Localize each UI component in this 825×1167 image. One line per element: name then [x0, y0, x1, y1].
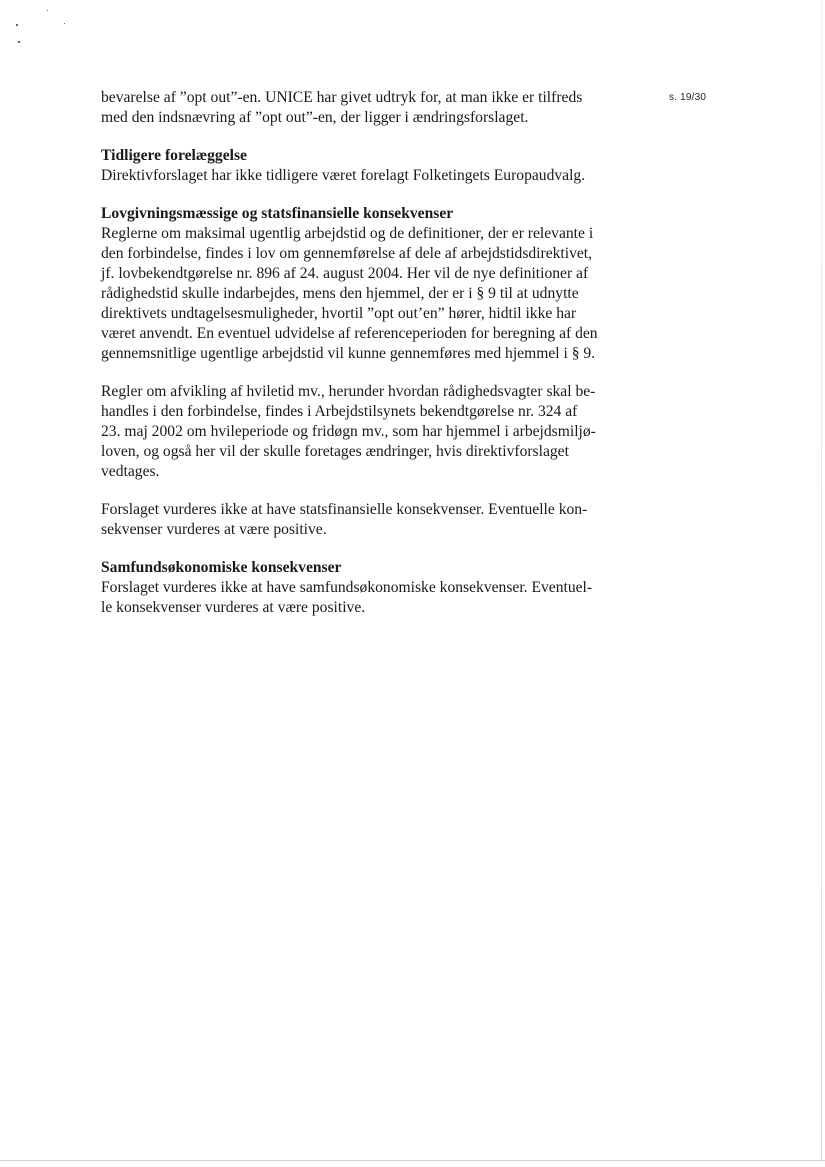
legal-paragraph-rest-periods — [101, 382, 621, 482]
text-line: Forslaget vurderes ikke at have samfundsøkonomiske konsekvenser. Eventuel- — [101, 579, 593, 596]
section-earlier-submission — [101, 146, 621, 186]
section-heading: Tidligere forelæggelse — [101, 147, 247, 164]
text-line: været anvendt. En eventuel udvidelse af referenceperioden for beregning af den — [101, 325, 598, 342]
text-line: Forslaget vurderes ikke at have statsfinansielle konsekvenser. Eventuelle kon- — [101, 501, 588, 518]
scan-speck — [18, 41, 20, 43]
text-line: sekvenser vurderes at være positive. — [101, 521, 327, 538]
text-line: gennemsnitlige ugentlige arbejdstid vil kunne gennemføres med hjemmel i § 9. — [101, 345, 596, 362]
scan-speck — [64, 23, 65, 24]
text-line: handles i den forbindelse, findes i Arbejdstilsynets bekendtgørelse nr. 324 af — [101, 403, 578, 420]
text-line: Regler om afvikling af hviletid mv., herunder hvordan rådighedsvagter skal be- — [101, 383, 596, 400]
page-number: s. 19/30 — [669, 92, 707, 103]
text-line: Reglerne om maksimal ugentlig arbejdstid og de definitioner, der er relevante i — [101, 225, 594, 242]
text-line: Direktivforslaget har ikke tidligere været forelagt Folketingets Europaudvalg. — [101, 167, 586, 184]
section-economic-consequences — [101, 558, 621, 618]
scan-bottom-edge — [0, 1160, 825, 1161]
text-line: bevarelse af ”opt out”-en. UNICE har givet udtryk for, at man ikke er tilfreds — [101, 89, 583, 106]
text-line: loven, og også her vil der skulle foretages ændringer, hvis direktivforslaget — [101, 443, 569, 460]
section-heading: Lovgivningsmæssige og statsfinansielle konsekvenser — [101, 205, 454, 222]
text-line: direktivets undtagelsesmuligheder, hvortil ”opt out’en” hører, hidtil ikke har — [101, 305, 577, 322]
text-line: 23. maj 2002 om hvileperiode og fridøgn mv., som har hjemmel i arbejdsmiljø- — [101, 423, 596, 440]
legal-paragraph-fiscal — [101, 500, 621, 540]
section-legal-consequences — [101, 204, 621, 364]
section-heading: Samfundsøkonomiske konsekvenser — [101, 559, 342, 576]
scan-speck — [47, 10, 48, 11]
intro-paragraph — [101, 88, 621, 128]
scan-right-edge — [821, 0, 822, 1160]
text-line: den forbindelse, findes i lov om gennemførelse af dele af arbejdstidsdirektivet, — [101, 245, 593, 262]
scan-speck — [16, 24, 18, 26]
text-line: vedtages. — [101, 463, 160, 480]
text-line: jf. lovbekendtgørelse nr. 896 af 24. august 2004. Her vil de nye definitioner af — [101, 265, 589, 282]
text-line: le konsekvenser vurderes at være positive. — [101, 599, 366, 616]
document-body — [101, 88, 621, 618]
text-line: med den indsnævring af ”opt out”-en, der ligger i ændringsforslaget. — [101, 109, 529, 126]
text-line: rådighedstid skulle indarbejdes, mens den hjemmel, der er i § 9 til at udnytte — [101, 285, 579, 302]
